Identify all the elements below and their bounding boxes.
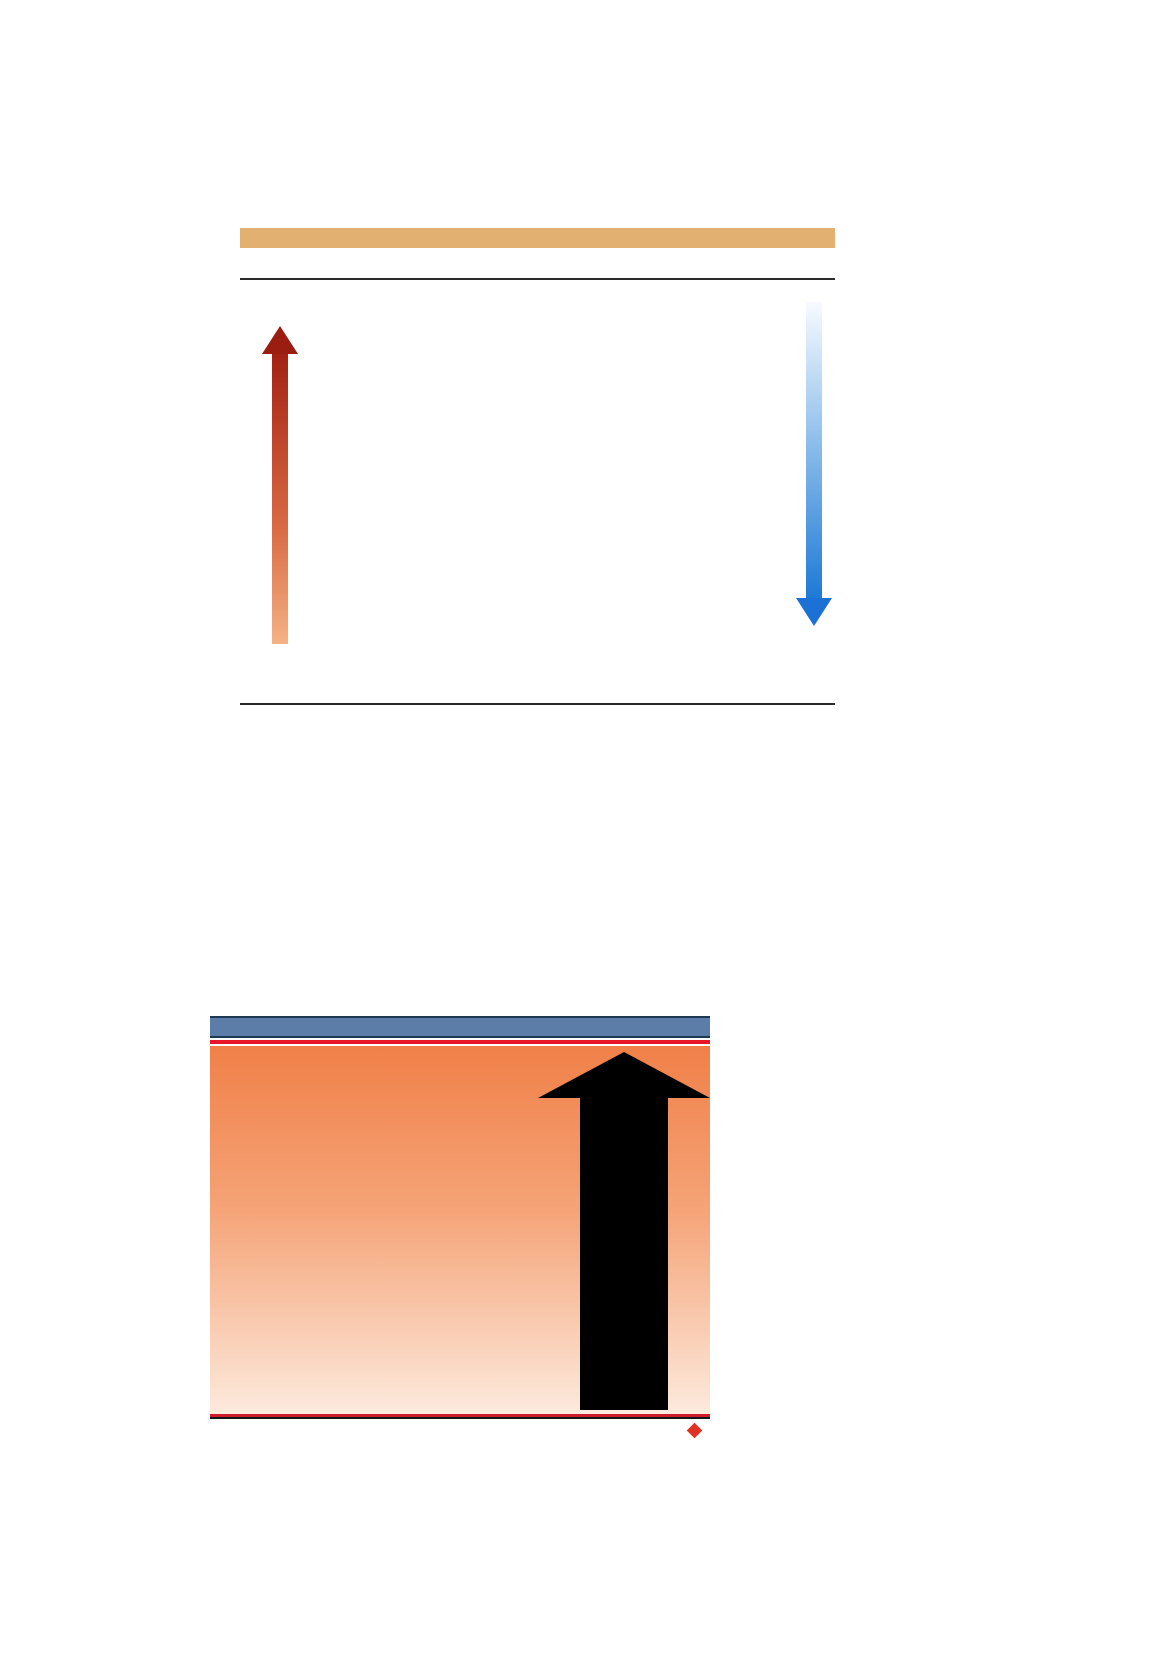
- oxidizing-strength-arrow-icon: [262, 326, 298, 644]
- reducing-strength-arrow-icon: [796, 302, 832, 626]
- arrow-up-shaft: [272, 354, 288, 644]
- electrochemical-series-figure: [210, 1016, 710, 1448]
- potential-axis-shaft: [580, 1092, 668, 1410]
- table-header-bar: [240, 228, 835, 248]
- arrow-down-head: [796, 598, 832, 626]
- reduction-rows: [240, 280, 835, 283]
- figure-orange-area: [210, 1046, 710, 1414]
- table-column-headers: [240, 248, 835, 280]
- agfa-logo: [684, 1425, 700, 1436]
- figure-footer-strip: [210, 1419, 710, 1448]
- table-bottom-rule: [240, 703, 835, 705]
- agfa-diamond-icon: [687, 1423, 703, 1439]
- source-link-line: [268, 1458, 276, 1470]
- figure-top-bar: [210, 1016, 710, 1038]
- figure-red-line: [210, 1040, 710, 1044]
- arrow-up-head: [262, 326, 298, 354]
- reduction-potentials-table: [240, 228, 835, 707]
- arrow-down-shaft: [806, 302, 822, 598]
